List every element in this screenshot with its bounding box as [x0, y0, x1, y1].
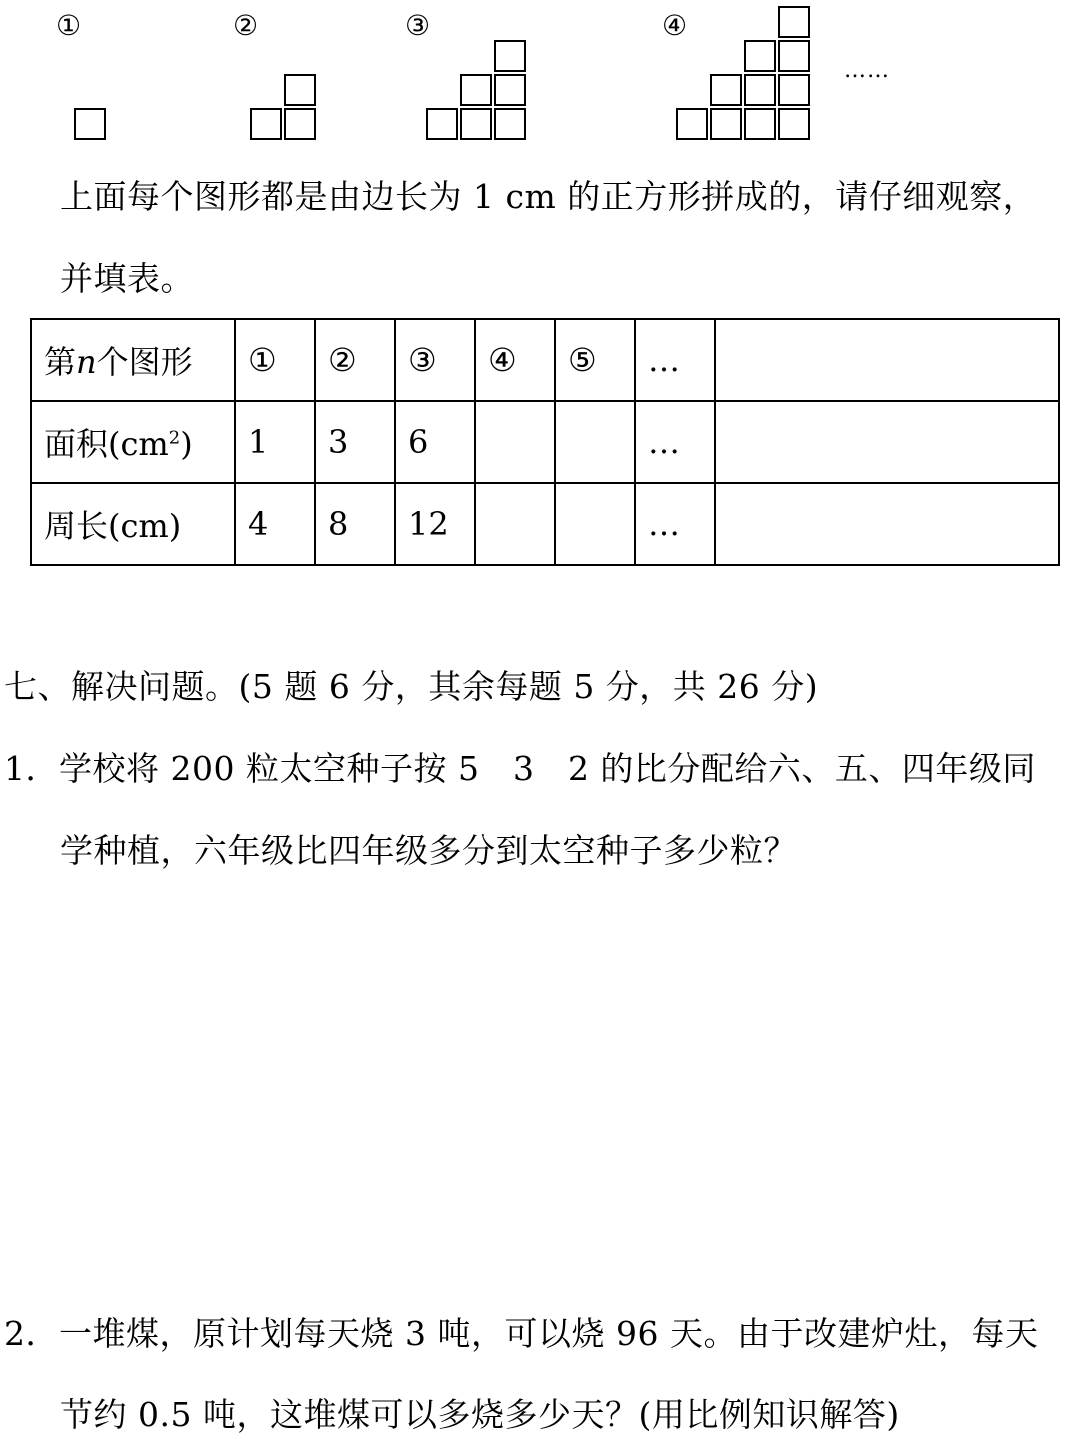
- table-cell-blank: [475, 401, 555, 483]
- question-2-line-1: 2．一堆煤，原计划每天烧 3 吨，可以烧 96 天。由于改建炉灶，每天: [4, 1314, 1039, 1353]
- figure-ellipsis: ……: [844, 58, 890, 83]
- table-cell: ④: [475, 319, 555, 401]
- table-cell: 3: [315, 401, 395, 483]
- table-cell-blank: [555, 401, 635, 483]
- variable-n: n: [76, 343, 97, 381]
- intro-line-1: 上面每个图形都是由边长为 1 cm 的正方形拼成的，请仔细观察，: [60, 177, 1037, 216]
- figure-label-3: ③: [405, 9, 431, 42]
- table-cell-blank: [715, 483, 1059, 565]
- table-cell-blank: [555, 483, 635, 565]
- table-cell: 4: [235, 483, 315, 565]
- table-cell: …: [635, 483, 715, 565]
- question-2-line-2: 节约 0.5 吨，这堆煤可以多烧多少天？(用比例知识解答): [60, 1395, 900, 1434]
- table-cell: 12: [395, 483, 475, 565]
- figure-label-1: ①: [56, 9, 82, 42]
- answer-table: [30, 318, 1060, 566]
- table-cell: …: [635, 401, 715, 483]
- table-cell: 1: [235, 401, 315, 483]
- question-1-line-2: 学种植，六年级比四年级多分到太空种子多少粒？: [60, 831, 797, 870]
- table-cell: ②: [315, 319, 395, 401]
- row-header-figure: 第n个图形: [31, 319, 235, 401]
- row-header-area: 面积$(cm^2)$: [31, 401, 235, 483]
- table-cell: 8: [315, 483, 395, 565]
- table-row-figure-index: [31, 319, 1059, 401]
- table-cell: ①: [235, 319, 315, 401]
- table-cell: …: [635, 319, 715, 401]
- table-cell: 6: [395, 401, 475, 483]
- table-cell-blank: [715, 319, 1059, 401]
- table-cell-blank: [715, 401, 1059, 483]
- table-cell: ③: [395, 319, 475, 401]
- table-row-area: [31, 401, 1059, 483]
- figure-label-4: ④: [662, 9, 688, 42]
- row-header-perimeter: 周长(cm): [31, 483, 235, 565]
- section-heading: 七、解决问题。(5 题 6 分，其余每题 5 分，共 26 分): [4, 667, 819, 706]
- figure-label-2: ②: [233, 9, 259, 42]
- intro-line-2: 并填表。: [60, 259, 194, 298]
- question-1-line-1: 1．学校将 200 粒太空种子按 5 3 2 的比分配给六、五、四年级同: [4, 749, 1036, 788]
- table-row-perimeter: [31, 483, 1059, 565]
- table-cell-blank: [475, 483, 555, 565]
- table-cell: ⑤: [555, 319, 635, 401]
